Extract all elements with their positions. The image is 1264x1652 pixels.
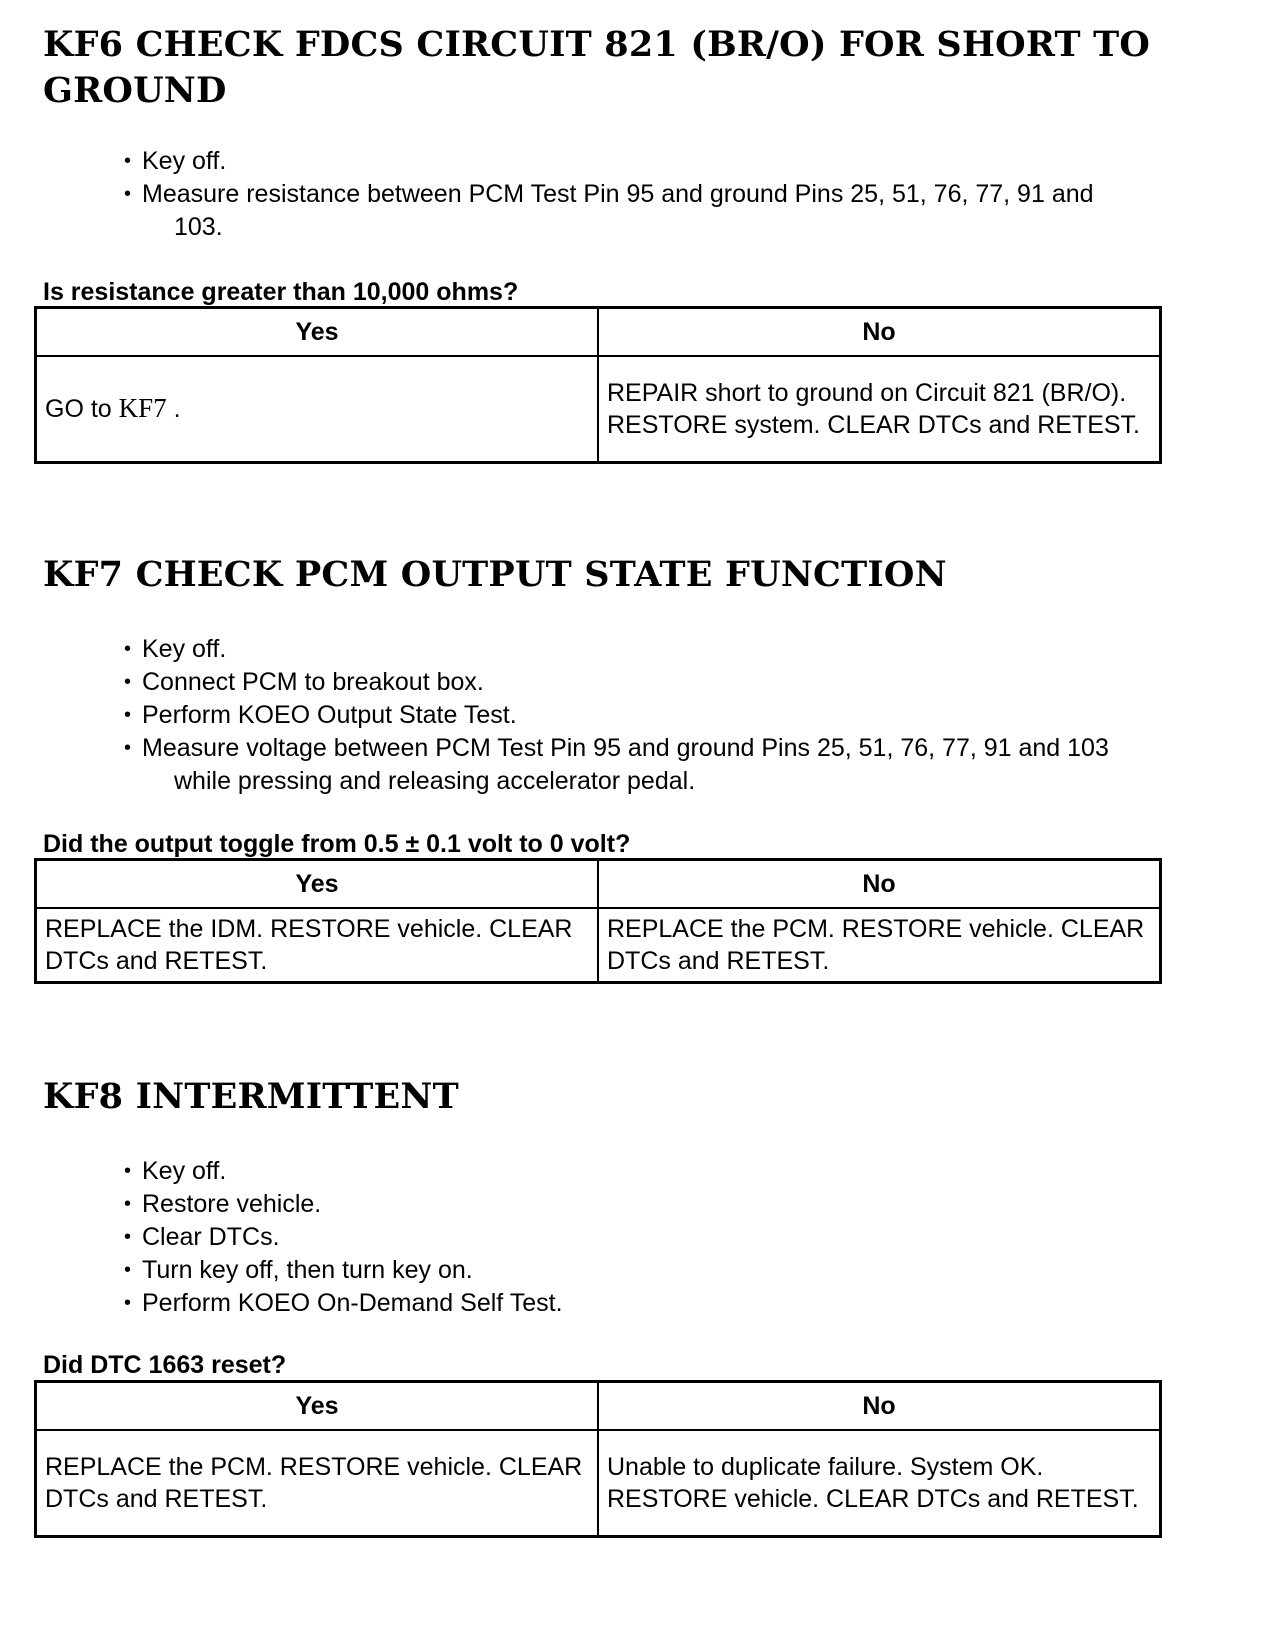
bullet-icon: • <box>124 1226 132 1248</box>
kf6-title-line2: GROUND <box>43 70 227 111</box>
no-header: No <box>598 308 1161 357</box>
yes-header: Yes <box>36 860 599 909</box>
kf7-steps <box>120 633 1240 798</box>
bullet-icon: • <box>124 150 132 172</box>
list-item: • Turn key off, then turn key on. <box>120 1254 1240 1287</box>
no-cell: REPLACE the PCM. RESTORE vehicle. CLEAR DTCs and RETEST. <box>598 908 1161 982</box>
list-item: • Perform KOEO On-Demand Self Test. <box>120 1287 1240 1320</box>
bullet-icon: • <box>124 704 132 726</box>
kf8-result-table <box>34 1380 1162 1538</box>
kf7-link[interactable]: KF7 <box>118 393 167 424</box>
bullet-icon: • <box>124 1292 132 1314</box>
yes-header: Yes <box>36 1382 599 1431</box>
kf6-result-table <box>34 306 1162 464</box>
kf7-question: Did the output toggle from 0.5 ± 0.1 volt to 0 volt? <box>43 830 631 858</box>
bullet-icon: • <box>124 671 132 693</box>
kf8-title: KF8 INTERMITTENT <box>43 1076 459 1117</box>
kf6-steps <box>120 145 1240 244</box>
list-item: • Connect PCM to breakout box. <box>120 666 1240 699</box>
list-item: • Key off. <box>120 633 1240 666</box>
table-header-row <box>36 1382 1161 1431</box>
table-row <box>36 1430 1161 1536</box>
list-item-continuation: while pressing and releasing accelerator pedal. <box>174 767 696 795</box>
bullet-icon: • <box>124 1160 132 1182</box>
no-header: No <box>598 1382 1161 1431</box>
list-item: • Key off. <box>120 1155 1240 1188</box>
table-row <box>36 356 1161 462</box>
bullet-icon: • <box>124 638 132 660</box>
bullet-icon: • <box>124 1193 132 1215</box>
kf6-question: Is resistance greater than 10,000 ohms? <box>43 278 519 306</box>
list-item: • Key off. <box>120 145 1240 178</box>
table-row <box>36 908 1161 982</box>
bullet-icon: • <box>124 183 132 205</box>
table-header-row <box>36 860 1161 909</box>
no-header: No <box>598 860 1161 909</box>
kf7-result-table <box>34 858 1162 984</box>
yes-cell: REPLACE the IDM. RESTORE vehicle. CLEAR DTCs and RETEST. <box>36 908 599 982</box>
kf7-title: KF7 CHECK PCM OUTPUT STATE FUNCTION <box>43 554 947 595</box>
yes-cell: GO to KF7 . <box>36 356 599 462</box>
list-item: • Clear DTCs. <box>120 1221 1240 1254</box>
yes-header: Yes <box>36 308 599 357</box>
list-item: • Restore vehicle. <box>120 1188 1240 1221</box>
bullet-icon: • <box>124 1259 132 1281</box>
list-item: • Perform KOEO Output State Test. <box>120 699 1240 732</box>
table-header-row <box>36 308 1161 357</box>
yes-cell: REPLACE the PCM. RESTORE vehicle. CLEAR DTCs and RETEST. <box>36 1430 599 1536</box>
kf8-steps <box>120 1155 1240 1320</box>
list-item-continuation: 103. <box>174 213 223 241</box>
kf8-question: Did DTC 1663 reset? <box>43 1351 287 1379</box>
list-item: • Measure resistance between PCM Test Pin 95 and ground Pins 25, 51, 76, 77, 91 and <box>120 178 1240 211</box>
no-cell: Unable to duplicate failure. System OK. RESTORE vehicle. CLEAR DTCs and RETEST. <box>598 1430 1161 1536</box>
kf6-title <box>43 22 1193 114</box>
no-cell: REPAIR short to ground on Circuit 821 (BR/O). RESTORE system. CLEAR DTCs and RETEST. <box>598 356 1161 462</box>
list-item: • Measure voltage between PCM Test Pin 95 and ground Pins 25, 51, 76, 77, 91 and 103 <box>120 732 1240 765</box>
bullet-icon: • <box>124 737 132 759</box>
kf6-title-line1: KF6 CHECK FDCS CIRCUIT 821 (BR/O) FOR SHORT TO <box>43 24 1151 65</box>
